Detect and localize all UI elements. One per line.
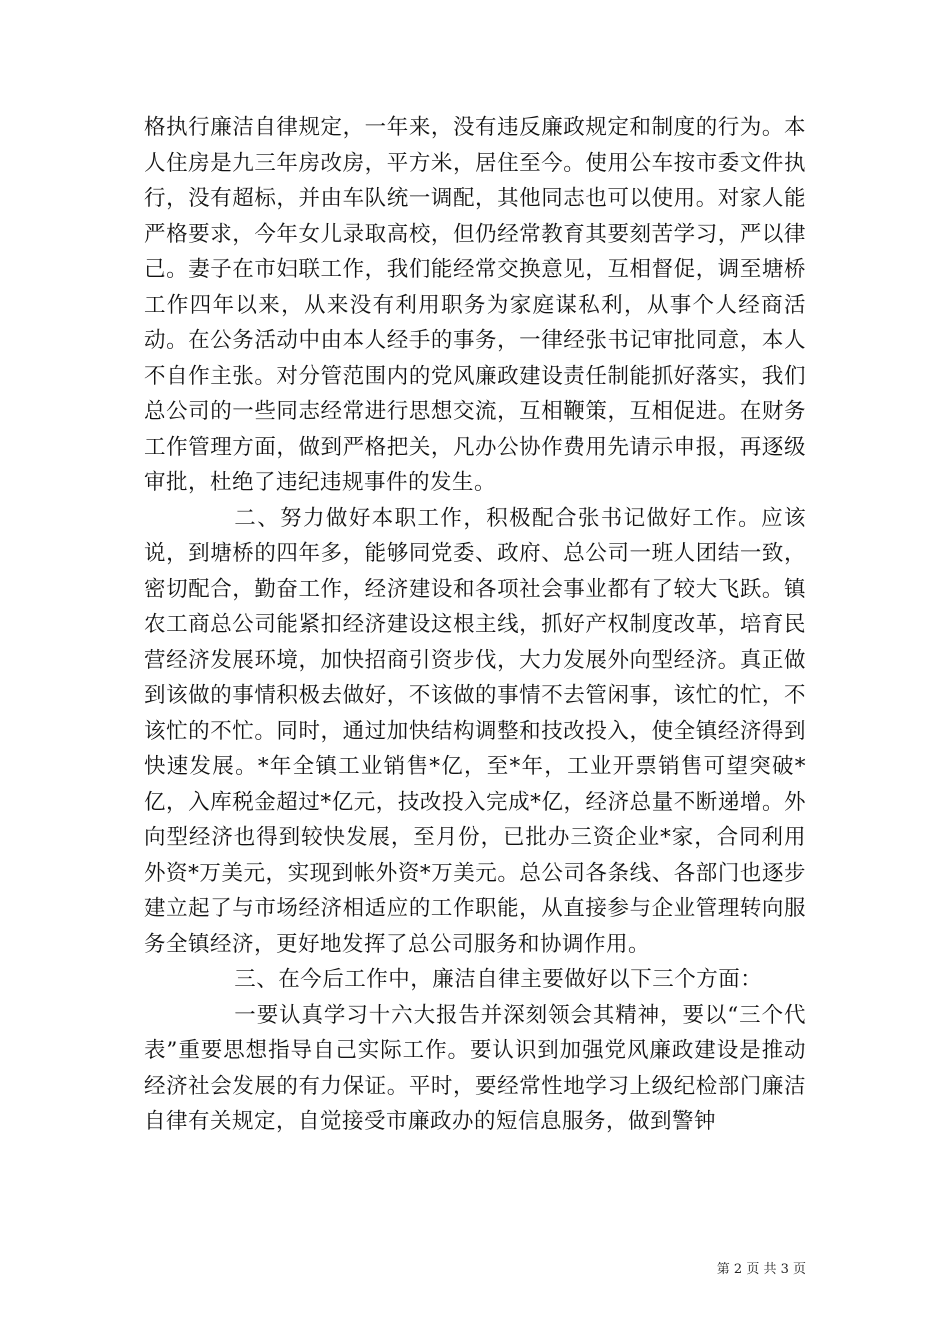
paragraph-section-three-heading: 三、在今后工作中，廉洁自律主要做好以下三个方面：: [234, 967, 763, 992]
document-body: [144, 110, 806, 1140]
paragraph-point-one: 一要认真学习十六大报告并深刻领会其精神，要以“三个代表”重要思想指导自己实际工作。要认识到加强党风廉政建设是推动经济社会发展的有力保证。平时，要经常性地学习上级纪检部门廉洁自律有关规定，自觉接受市廉政办的短信息服务，做到警钟: [144, 1002, 806, 1134]
paragraph-section-two: 二、努力做好本职工作，积极配合张书记做好工作。应该说，到塘桥的四年多，能够同党委、政府、总公司一班人团结一致，密切配合，勤奋工作，经济建设和各项社会事业都有了较大飞跃。镇农工商总公司能紧扣经济建设这根主线，抓好产权制度改革，培育民营经济发展环境，加快招商引资步伐，大力发展外向型经济。真正做到该做的事情积极去做好，不该做的事情不去管闲事，该忙的忙，不该忙的不忙。同时，通过加快结构调整和技改投入，使全镇经济得到快速发展。*年全镇工业销售*亿，至*年，工业开票销售可望突破*亿，入库税金超过*亿元，技改投入完成*亿，经济总量不断递增。外向型经济也得到较快发展，至月份，已批办三资企业*家，合同利用外资*万美元，实现到帐外资*万美元。总公司各条线、各部门也逐步建立起了与市场经济相适应的工作职能，从直接参与企业管理转向服务全镇经济，更好地发挥了总公司服务和协调作用。: [144, 505, 806, 957]
page-number-footer: 第 2 页 共 3 页: [716, 1262, 806, 1277]
paragraph-continuation: 格执行廉洁自律规定，一年来，没有违反廉政规定和制度的行为。本人住房是九三年房改房，平方米，居住至今。使用公车按市委文件执行，没有超标，并由车队统一调配，其他同志也可以使用。对家人能严格要求，今年女儿录取高校，但仍经常教育其要刻苦学习，严以律己。妻子在市妇联工作，我们能经常交换意见，互相督促，调至塘桥工作四年以来，从来没有利用职务为家庭谋私利，从事个人经商活动。在公务活动中由本人经手的事务，一律经张书记审批同意，本人不自作主张。对分管范围内的党风廉政建设责任制能抓好落实，我们总公司的一些同志经常进行思想交流，互相鞭策，互相促进。在财务工作管理方面，做到严格把关，凡办公协作费用先请示申报，再逐级审批，杜绝了违纪违规事件的发生。: [144, 115, 806, 495]
